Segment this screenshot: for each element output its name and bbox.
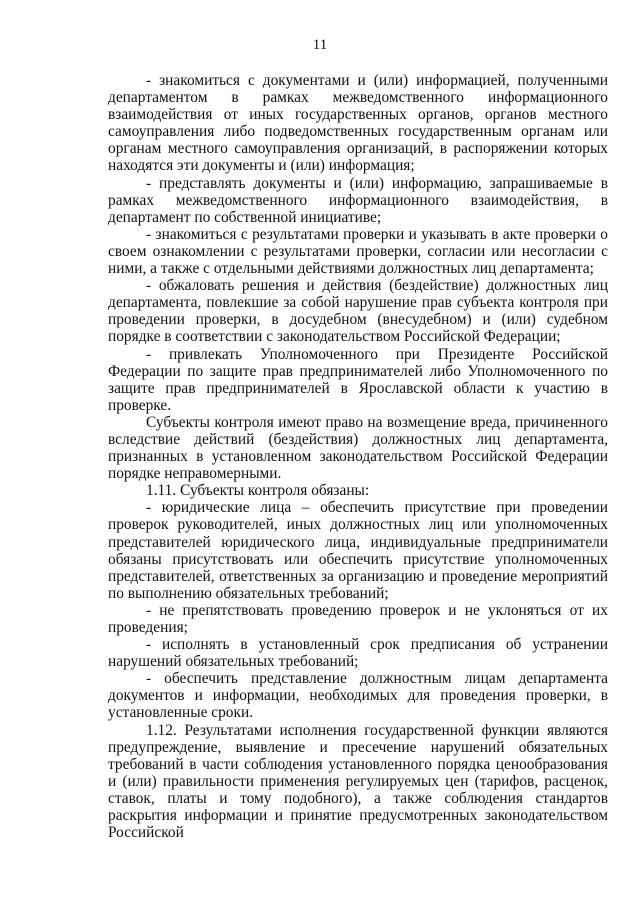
paragraph: - не препятствовать проведению проверок и не уклоняться от их проведения; [108, 601, 608, 636]
page-number: 11 [312, 37, 328, 53]
paragraph: - представлять документы и (или) информацию, запрашиваемые в рамках межведомственного информационного взаимодействия, в департамент по собственной инициативе; [108, 174, 608, 226]
paragraph: - знакомиться с документами и (или) информацией, полученными департаментом в рамках межведомственного информационного взаимодействия от иных государственных органов, органов местного самоуправления либо подведомственных государственным органам или органам местного самоуправления организаций, в распоряжении которых находятся эти документы и (или) информация; [108, 72, 608, 175]
document-body [108, 72, 608, 841]
paragraph: - знакомиться с результатами проверки и указывать в акте проверки о своем ознакомлении с результатами проверки, согласии или несогласии с ними, а также с отдельными действиями должностных лиц департамента; [108, 225, 608, 278]
paragraph: 1.11. Субъекты контроля обязаны: [146, 482, 370, 500]
paragraph: - обжаловать решения и действия (бездействие) должностных лиц департамента, повлекшие за собой нарушение прав субъекта контроля при проведении проверки, в досудебном (внесудебном) и (или) судебном порядке в соответствии с законодательством Российской Федерации; [108, 277, 608, 346]
paragraph: 1.12. Результатами исполнения государственной функции являются предупреждение, выявление и пресечение нарушений обязательных требований в части соблюдения установленного порядка ценообразования и (или) правильности применения регулируемых цен (тарифов, расценок, ставок, платы и тому подобного), а также соблюдения стандартов раскрытия информации и принятие предусмотренных законодательством Российской [108, 721, 608, 842]
paragraph: - привлекать Уполномоченного при Президенте Российской Федерации по защите прав предпринимателей либо Уполномоченного по защите прав предпринимателей в Ярославской области к участию в проверке. [108, 345, 608, 414]
paragraph: Субъекты контроля имеют право на возмещение вреда, причиненного вследствие действий (бездействия) должностных лиц департамента, признанных в установленном законодательством Российской Федерации порядке неправомерными. [108, 413, 608, 483]
paragraph: - обеспечить представление должностным лицам департамента документов и информации, необходимых для проведения проверки, в установленные сроки. [108, 670, 608, 722]
paragraph: - юридические лица – обеспечить присутствие при проведении проверок руководителей, иных должностных лиц или уполномоченных представителей юридического лица, индивидуальные предприниматели обязаны присутствовать или обеспечить присутствие уполномоченных представителей, ответственных за организацию и проведение мероприятий по выполнению обязательных требований; [108, 499, 608, 602]
paragraph: - исполнять в установленный срок предписания об устранении нарушений обязательных требований; [108, 636, 608, 671]
